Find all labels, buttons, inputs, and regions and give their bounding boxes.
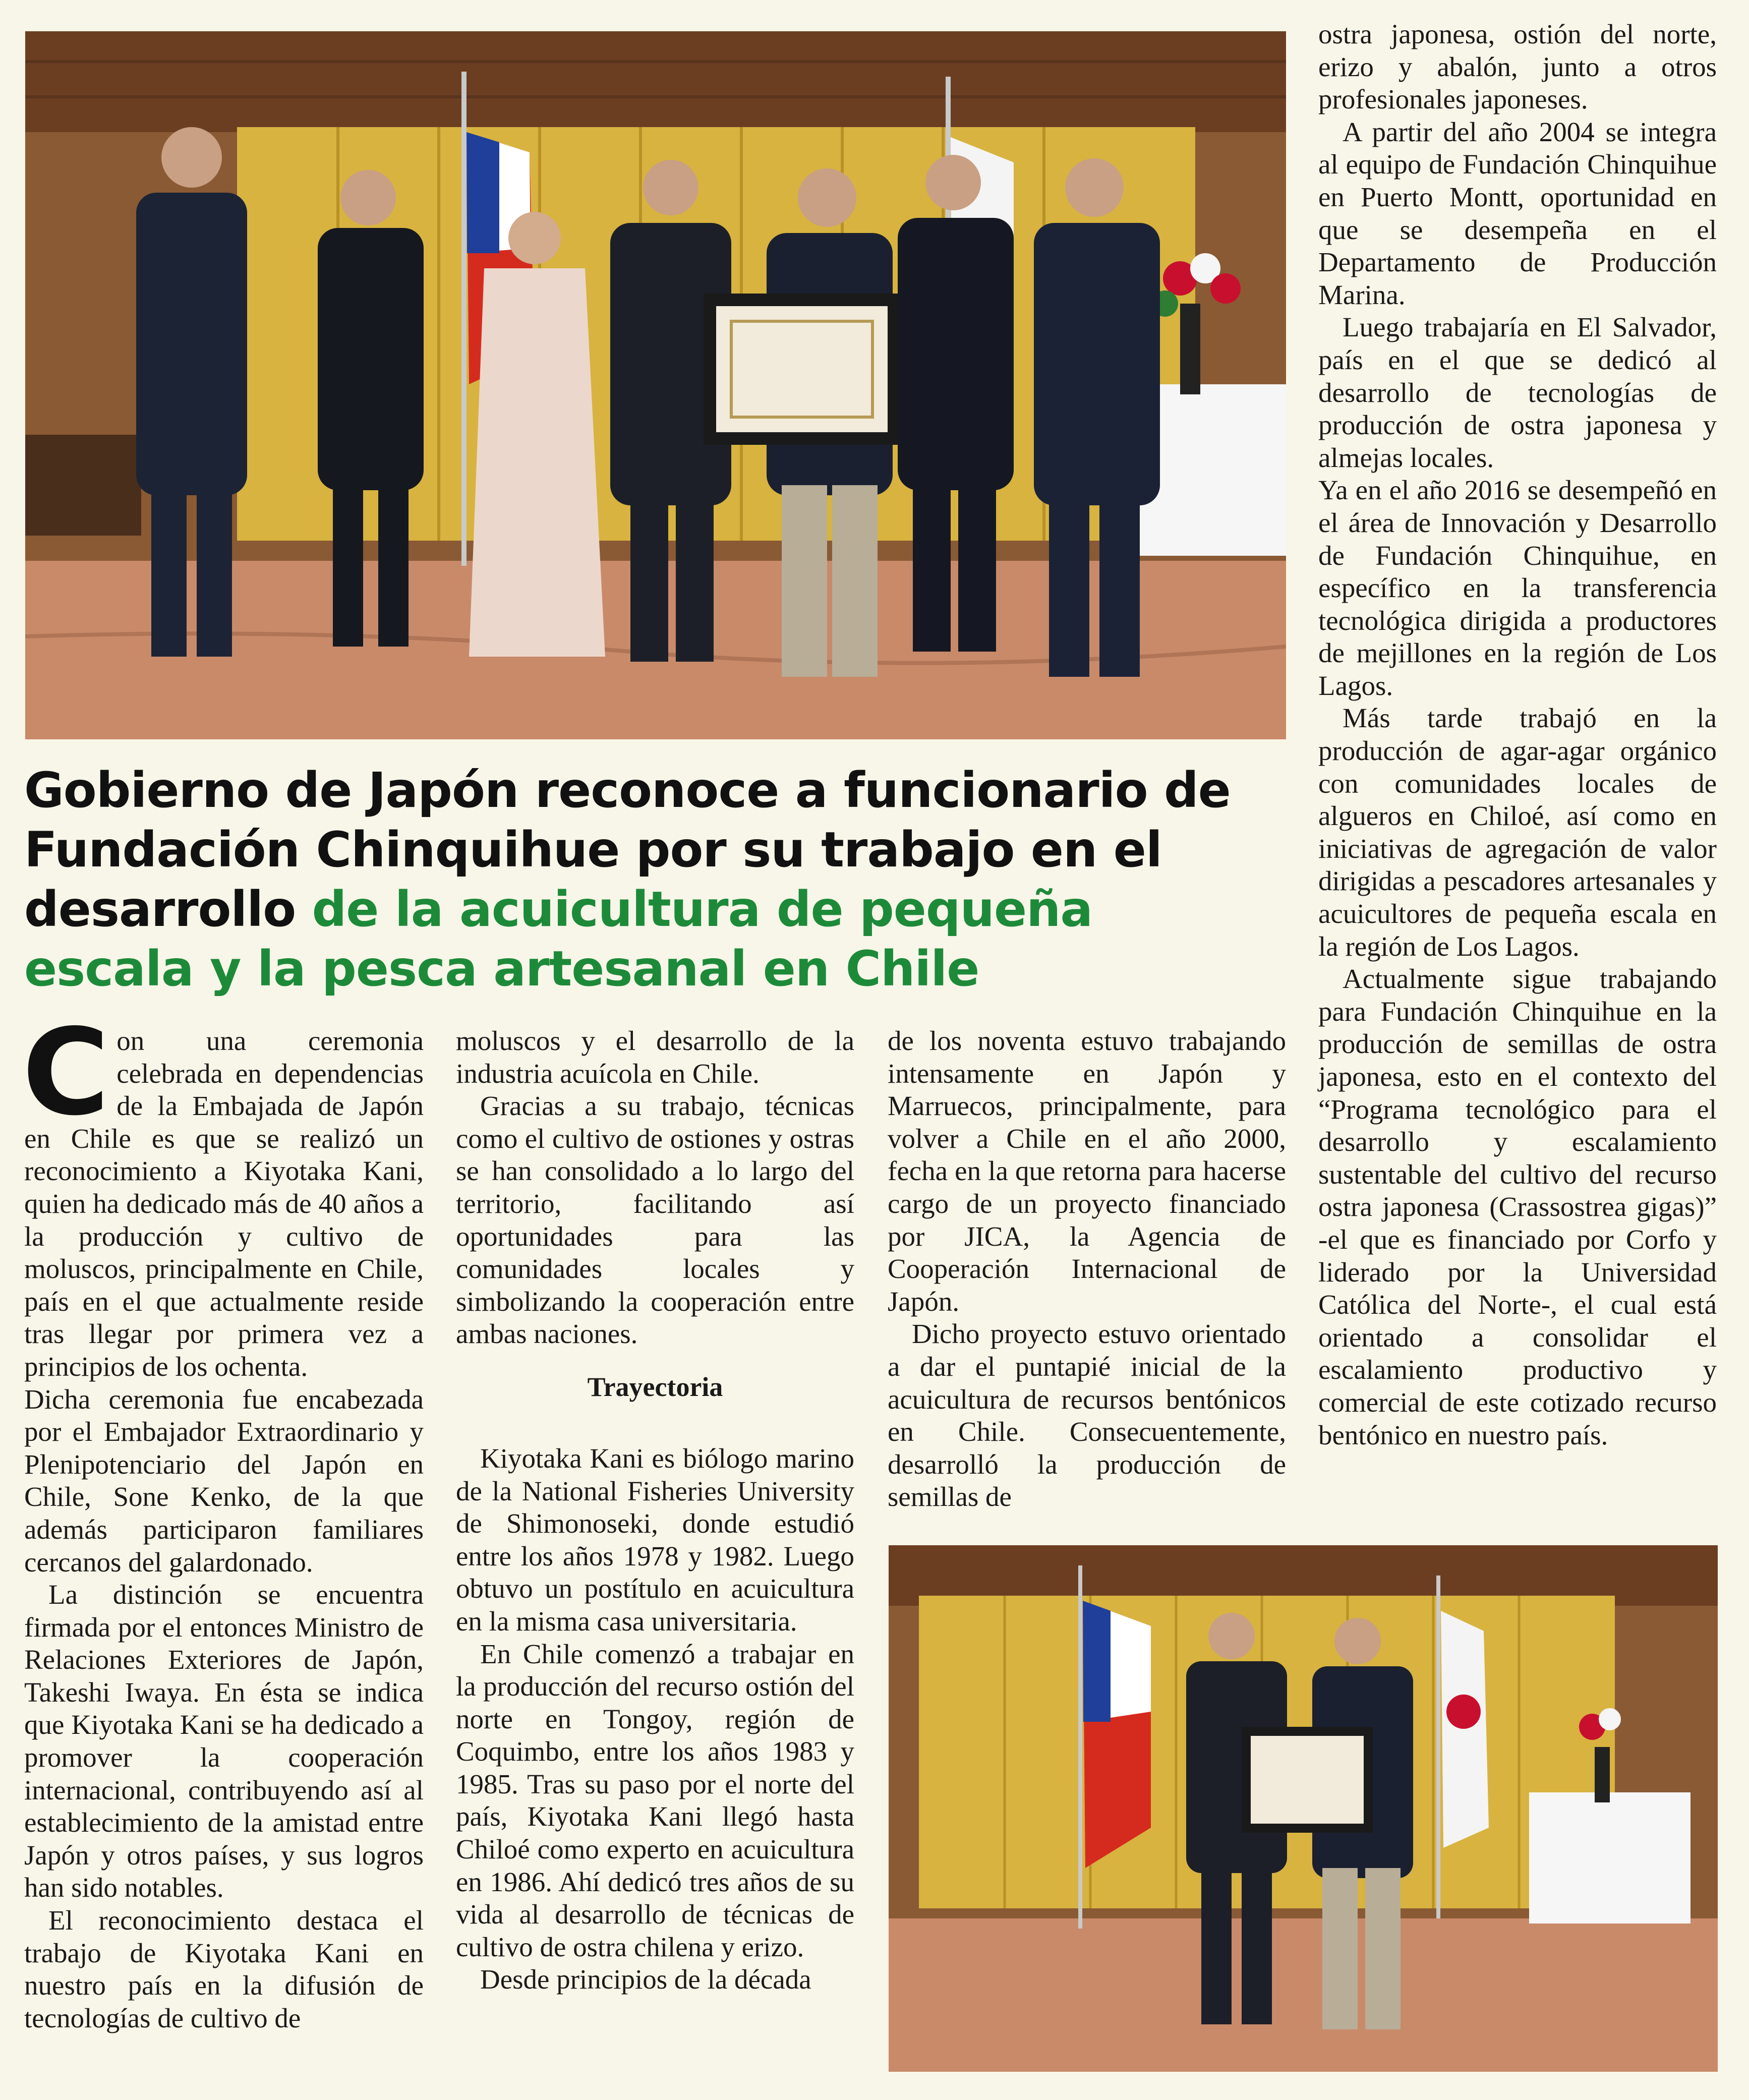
paragraph: Luego trabajaría en El Salvador, país en el que se dedicó al desarrollo de tecnologías de producción de ostra japonesa y almejas locales.: [1318, 312, 1717, 473]
article-column-1: [22, 1003, 424, 2034]
paragraph: Desde principios de la década: [480, 1964, 811, 1995]
paragraph: Actualmente sigue trabajando para Fundación Chinquihue en la producción de semillas de ostra japonesa, esto en el contexto del “Programa tecnológico para el desarrollo y escalamiento sustentable del cultivo del recurso ostra japonesa (Crassostrea gigas)” -el que es financiado por Corfo y liderado por la Universidad Católica del Norte-, el cual está orientado a consolidar el escalamiento productivo y comercial de este cotizado recurso bentónico en nuestro país.: [1318, 963, 1717, 1450]
article-column-4: [1318, 18, 1717, 1451]
group-photo: [25, 31, 1286, 739]
drop-cap: C: [22, 1003, 110, 1142]
article-column-3: [888, 1025, 1286, 1513]
paragraph: El reconocimiento destaca el trabajo de Kiyotaka Kani en nuestro país en la difusión de tecnologías de cultivo de: [24, 1905, 424, 2033]
paragraph: de los noventa estuvo trabajando intensamente en Japón y Marruecos, principalmente, para volver a Chile en el año 2000, fecha en la que retorna para hacerse cargo de un proyecto financiado por JICA, la Agencia de Cooperación Internacional de Japón.: [888, 1025, 1286, 1317]
headline: [24, 761, 1275, 999]
paragraph: A partir del año 2004 se integra al equipo de Fundación Chinquihue en Puerto Montt, oportunidad en que se desempeña en el Departamento de Producción Marina.: [1318, 116, 1717, 310]
article-column-2: [456, 1025, 854, 1996]
paragraph: Gracias a su trabajo, técnicas como el cultivo de ostiones y ostras se han consolidado a lo largo del territorio, facilitando así oportunidades para las comunidades locales y simbolizando la cooperación entre ambas naciones.: [456, 1090, 854, 1350]
headline-part-1: Gobierno de Japón reconoce a funcionario de Fundación Chinquihue por su trabajo en el desarrollo: [24, 762, 1231, 938]
paragraph: Más tarde trabajó en la producción de agar-agar orgánico con comunidades locales de algueros en Chiloé, así como en iniciativas de agregación de valor dirigidas a pescadores artesanales y acuicultores de pequeña escala en la región de Los Lagos.: [1318, 703, 1717, 962]
paragraph: La distinción se encuentra firmada por el entonces Ministro de Relaciones Exteriores de Japón, Takeshi Iwaya. En ésta se indica que Kiyotaka Kani se ha dedicado a promover la cooperación internacional, contribuyendo así al establecimiento de la amistad entre Japón y otros países, y sus logros han sido notables.: [24, 1579, 424, 1903]
paragraph: En Chile comenzó a trabajar en la producción del recurso ostión del norte en Tongoy, región de Coquimbo, entre los años 1983 y 1985. Tras su paso por el norte del país, Kiyotaka Kani llegó hasta Chiloé como experto en acuicultura en 1986. Ahí dedicó tres años de su vida al desarrollo de técnicas de cultivo de ostra chilena y erizo.: [456, 1638, 854, 1962]
section-subheading: Trayectoria: [587, 1371, 723, 1402]
paragraph: ostra japonesa, ostión del norte, erizo y abalón, junto a otros profesionales japoneses.: [1318, 19, 1717, 115]
paragraph: moluscos y el desarrollo de la industria acuícola en Chile.: [456, 1025, 854, 1089]
diploma-photo: [889, 1545, 1718, 2072]
paragraph: Kiyotaka Kani es biólogo marino de la National Fisheries University de Shimonoseki, donde estudió entre los años 1978 y 1982. Luego obtuvo un postítulo en acuicultura en la misma casa universitaria.: [456, 1442, 854, 1637]
paragraph: Ya en el año 2016 se desempeñó en el área de Innovación y Desarrollo de Fundación Chinquihue, en específico en la transferencia tecnológica dirigida a productores de mejillones en la región de Los Lagos.: [1318, 475, 1717, 701]
paragraph: Dicho proyecto estuvo orientado a dar el puntapié inicial de la acuicultura de recursos bentónicos en Chile. Consecuentemente, desarrolló la producción de semillas de: [888, 1318, 1286, 1512]
headline-part-2-accent: de la acuicultura de pequeña escala y la pesca artesanal en Chile: [24, 881, 1093, 997]
paragraph: Dicha ceremonia fue encabezada por el Embajador Extraordinario y Plenipotenciario del Japón en Chile, Sone Kenko, de la que además participaron familiares cercanos del galardonado.: [24, 1383, 424, 1578]
paragraph: on una ceremonia celebrada en dependencias de la Embajada de Japón en Chile es que se realizó un reconocimiento a Kiyotaka Kani, quien ha dedicado más de 40 años a la producción y cultivo de moluscos, principalmente en Chile, país en el que actualmente reside tras llegar por primera vez a principios de los ochenta.: [24, 1025, 424, 1382]
